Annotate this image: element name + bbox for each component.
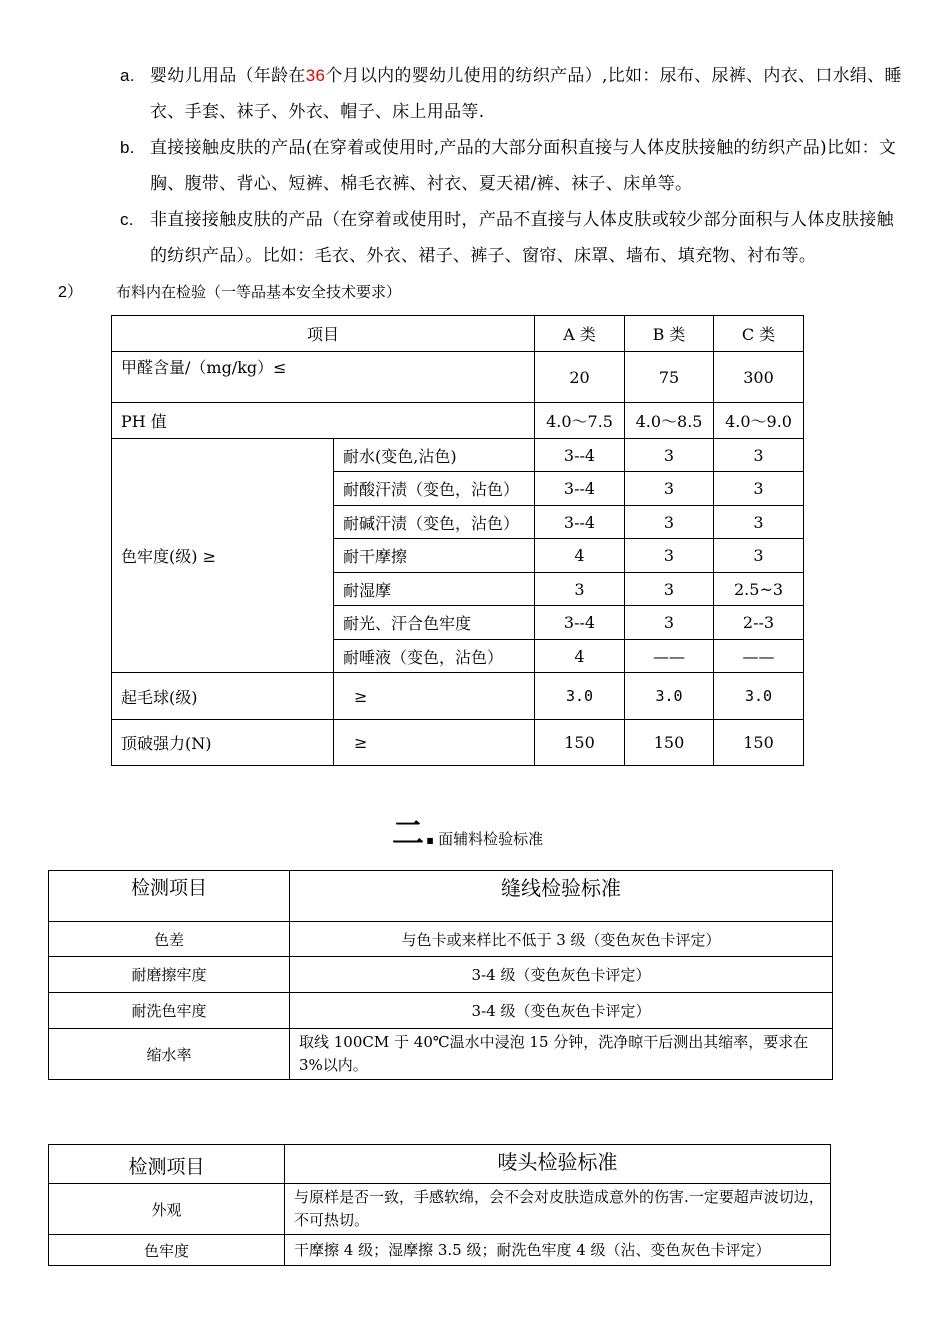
row-label: 顶破强力(N) xyxy=(112,720,334,766)
header-cell: 唛头检验标准 xyxy=(285,1145,831,1184)
list-marker: a. xyxy=(120,66,135,85)
standard-cell: 3-4 级（变色灰色卡评定） xyxy=(290,993,833,1029)
section-title: 布料内在检验（一等品基本安全技术要求） xyxy=(116,283,402,301)
table-row xyxy=(112,439,804,472)
table-row xyxy=(112,403,804,439)
table-row xyxy=(112,352,804,403)
list-item-b xyxy=(120,130,910,202)
item-cell: 色牢度 xyxy=(49,1235,285,1266)
table-row xyxy=(112,720,804,766)
row-label: 耐光、汗合色牢度 xyxy=(334,606,535,640)
operator-cell: ≥ xyxy=(334,720,535,766)
table-cell: 3 xyxy=(625,539,714,573)
item-cell: 外观 xyxy=(49,1184,285,1235)
header-cell: 项目 xyxy=(112,316,535,352)
standard-cell: 取线 100CM 于 40℃温水中浸泡 15 分钟，洗净晾干后测出其缩率，要求在 3%以内。 xyxy=(290,1029,833,1080)
table-row xyxy=(112,673,804,720)
list-item-a xyxy=(120,58,910,130)
header-cell: B 类 xyxy=(625,316,714,352)
category-list xyxy=(120,58,910,274)
row-label: 甲醛含量/（mg/kg）≤ xyxy=(112,352,535,403)
table-header-row xyxy=(49,1145,831,1184)
table-cell: 3 xyxy=(625,472,714,506)
row-label: 耐唾液（变色，沾色） xyxy=(334,640,535,673)
list-marker: b. xyxy=(120,138,135,157)
table-cell: 4 xyxy=(535,640,625,673)
table-cell: 2.5~3 xyxy=(714,573,804,606)
heading-title: 面辅料检验标准 xyxy=(438,830,544,848)
table-row xyxy=(49,993,833,1029)
item-cell: 耐洗色牢度 xyxy=(49,993,290,1029)
table-cell: 3.0 xyxy=(625,673,714,720)
section-number: 2） xyxy=(58,284,83,301)
list-text: 直接接触皮肤的产品(在穿着或使用时,产品的大部分面积直接与人体皮肤接触的纺织产品)比如：文胸、腹带、背心、短裤、棉毛衣裤、衬衣、夏天裙/裤、袜子、床单等。 xyxy=(150,138,897,194)
table-cell: 3 xyxy=(714,506,804,539)
table-cell: 300 xyxy=(714,352,804,403)
standard-cell: 与色卡或来样比不低于 3 级（变色灰色卡评定） xyxy=(290,922,833,957)
list-marker: c. xyxy=(120,210,134,229)
heading-number: 二. xyxy=(392,814,437,852)
row-group-label: 色牢度(级) ≥ xyxy=(112,439,334,673)
table-cell: 3--4 xyxy=(535,472,625,506)
operator-cell: ≥ xyxy=(334,673,535,720)
row-label: 耐水(变色,沾色) xyxy=(334,439,535,472)
table-cell: 150 xyxy=(625,720,714,766)
table-cell: 3 xyxy=(625,439,714,472)
standard-cell: 干摩擦 4 级；湿摩擦 3.5 级；耐洗色牢度 4 级（沾、变色灰色卡评定） xyxy=(285,1235,831,1266)
label-standard-table xyxy=(48,1144,831,1266)
table-cell: 150 xyxy=(535,720,625,766)
table-cell: —— xyxy=(714,640,804,673)
table-cell: 3 xyxy=(714,439,804,472)
section-2-heading xyxy=(58,281,401,304)
header-cell: A 类 xyxy=(535,316,625,352)
table-header-row xyxy=(49,871,833,922)
table-cell: 150 xyxy=(714,720,804,766)
row-label: 起毛球(级) xyxy=(112,673,334,720)
table-cell: 20 xyxy=(535,352,625,403)
item-cell: 缩水率 xyxy=(49,1029,290,1080)
table-row xyxy=(49,957,833,993)
row-label: 耐干摩擦 xyxy=(334,539,535,573)
table-cell: 3.0 xyxy=(714,673,804,720)
table-cell: 3--4 xyxy=(535,439,625,472)
table-cell: 4 xyxy=(535,539,625,573)
table-cell: 4.0～8.5 xyxy=(625,403,714,439)
thread-standard-table xyxy=(48,870,833,1080)
table-cell: 3--4 xyxy=(535,606,625,640)
item-cell: 耐磨擦牢度 xyxy=(49,957,290,993)
list-text: 非直接接触皮肤的产品（在穿着或使用时，产品不直接与人体皮肤或较少部分面积与人体皮肤接触的纺织产品）。比如：毛衣、外衣、裙子、裤子、窗帘、床罩、墙布、填充物、衬布等。 xyxy=(150,210,894,266)
table-cell: 3 xyxy=(714,472,804,506)
standard-cell: 3-4 级（变色灰色卡评定） xyxy=(290,957,833,993)
row-label: 耐酸汗渍（变色，沾色） xyxy=(334,472,535,506)
table-header-row xyxy=(112,316,804,352)
table-cell: 3 xyxy=(625,606,714,640)
table-row xyxy=(49,922,833,957)
fabric-safety-table xyxy=(111,315,804,766)
table-cell: 3--4 xyxy=(535,506,625,539)
table-row xyxy=(49,1184,831,1235)
header-cell: C 类 xyxy=(714,316,804,352)
table-cell: 3 xyxy=(535,573,625,606)
list-text: 婴幼儿用品（年龄在 xyxy=(150,66,306,86)
header-cell: 缝线检验标准 xyxy=(290,871,833,922)
header-cell: 检测项目 xyxy=(49,871,290,922)
table-cell: 4.0～9.0 xyxy=(714,403,804,439)
list-text: 个月以内的婴幼儿使用的纺织产品）,比如：尿布、尿裤、内衣、口水绢、睡衣、手套、袜子、外衣、帽子、床上用品等. xyxy=(150,66,902,122)
age-highlight: 36 xyxy=(305,66,326,85)
row-label: 耐湿摩 xyxy=(334,573,535,606)
table-cell: 75 xyxy=(625,352,714,403)
table-cell: —— xyxy=(625,640,714,673)
table-row xyxy=(49,1235,831,1266)
table-cell: 3 xyxy=(625,573,714,606)
standard-cell: 与原样是否一致，手感软绵，会不会对皮肤造成意外的伤害.一定要超声波切边，不可热切。 xyxy=(285,1184,831,1235)
table-cell: 3.0 xyxy=(535,673,625,720)
section-heading-2 xyxy=(392,808,543,854)
list-item-c xyxy=(120,202,910,274)
table-cell: 4.0～7.5 xyxy=(535,403,625,439)
header-cell: 检测项目 xyxy=(49,1145,285,1184)
item-cell: 色差 xyxy=(49,922,290,957)
table-row xyxy=(49,1029,833,1080)
table-cell: 2--3 xyxy=(714,606,804,640)
table-cell: 3 xyxy=(625,506,714,539)
table-cell: 3 xyxy=(714,539,804,573)
row-label: 耐碱汗渍（变色，沾色） xyxy=(334,506,535,539)
row-label: PH 值 xyxy=(112,403,535,439)
